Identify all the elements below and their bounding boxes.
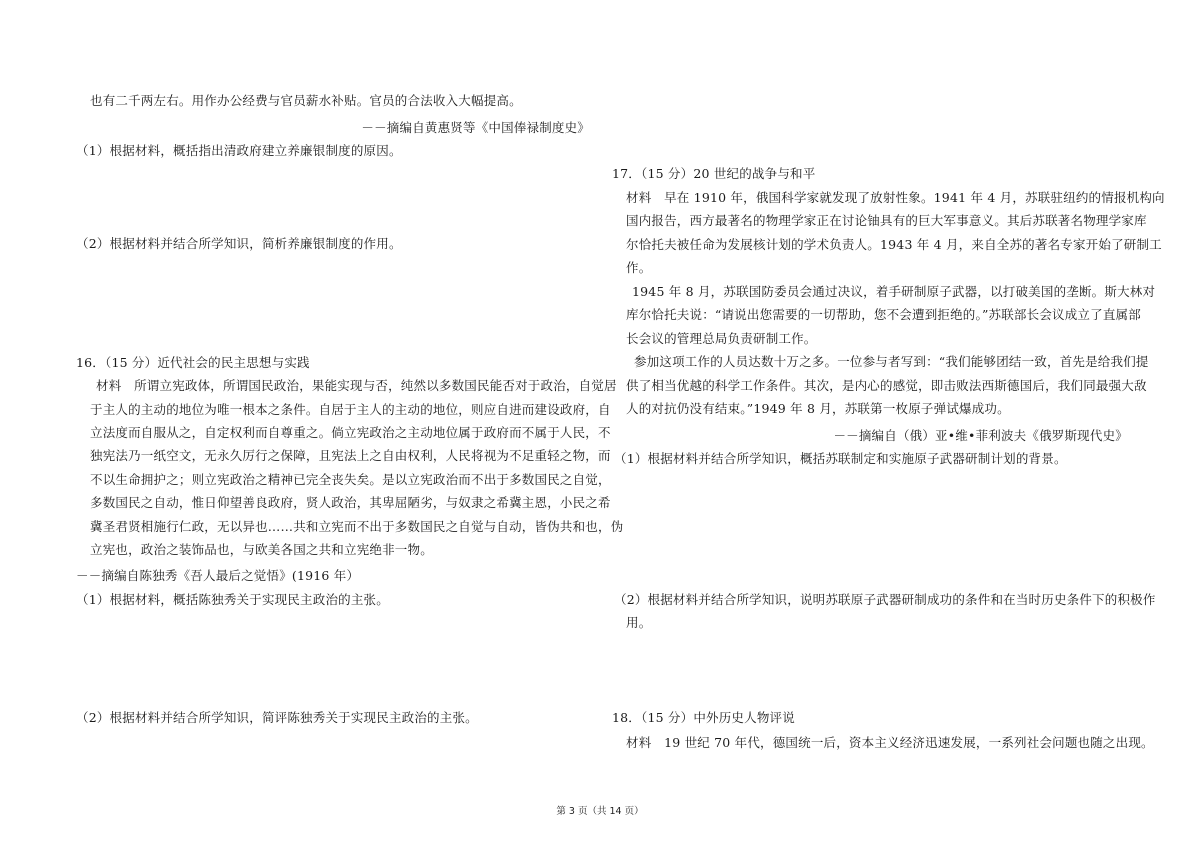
q16-material-line: 立法度而自服从之，自定权利而自尊重之。倘立宪政治之主动地位属于政府而不属于人民，不 — [90, 425, 611, 440]
q17-material-line: 国内报告，西方最著名的物理学家正在讨论铀具有的巨大军事意义。其后苏联著名物理学家库 — [626, 213, 1147, 228]
q17-material-line: 库尔恰托夫说：“请说出您需要的一切帮助，您不会遭到拒绝的。”苏联部长会议成立了直属部 — [626, 307, 1141, 322]
continuation-line: 也有二千两左右。用作办公经费与官员薪水补贴。官员的合法收入大幅提高。 — [90, 93, 522, 108]
q17-sub1: （1）根据材料并结合所学知识，概括苏联制定和实施原子武器研制计划的背景。 — [614, 451, 1067, 466]
q17-material-line: 长会议的管理总局负责研制工作。 — [626, 331, 817, 346]
q16-title: 16．（15 分）近代社会的民主思想与实践 — [76, 355, 310, 370]
page-footer: 第 3 页（共 14 页） — [556, 806, 644, 817]
continuation-source: －－摘编自黄惠贤等《中国俸禄制度史》 — [361, 120, 590, 135]
q18-material-line: 材料 19 世纪 70 年代，德国统一后，资本主义经济迅速发展，一系列社会问题也随之出现。 — [626, 735, 1154, 750]
q15-sub2: （2）根据材料并结合所学知识，简析养廉银制度的作用。 — [76, 236, 402, 251]
q15-sub1: （1）根据材料，概括指出清政府建立养廉银制度的原因。 — [76, 143, 402, 158]
q17-material-line: 参加这项工作的人员达数十万之多。一位参与者写到：“我们能够团结一致，首先是给我们提 — [634, 354, 1149, 369]
q16-source: －－摘编自陈独秀《吾人最后之觉悟》(1916 年） — [76, 568, 360, 583]
q17-material-line: 材料 早在 1910 年，俄国科学家就发现了放射性象。1941 年 4 月，苏联驻纽约的情报机构向 — [626, 190, 1165, 205]
q16-sub1: （1）根据材料，概括陈独秀关于实现民主政治的主张。 — [76, 592, 389, 607]
q17-material-line: 尔恰托夫被任命为发展核计划的学术负责人。1943 年 4 月，来自全苏的著名专家开始了研制工 — [626, 237, 1162, 252]
q16-material-line: 独宪法乃一纸空文，无永久厉行之保障，且宪法上之自由权利，人民将视为不足重轻之物，而 — [90, 448, 611, 463]
q16-material-line: 冀圣君贤相施行仁政，无以异也……共和立宪而不出于多数国民之自觉与自动，皆伪共和也，伪 — [90, 519, 624, 534]
q16-material-line: 于主人的主动的地位为唯一根本之条件。自居于主人的主动的地位，则应自进而建设政府，自 — [90, 402, 611, 417]
q17-title: 17．（15 分）20 世纪的战争与和平 — [612, 166, 816, 181]
q17-material-line: 作。 — [626, 260, 652, 275]
q17-material-line: 1945 年 8 月，苏联国防委员会通过决议，着手研制原子武器，以打破美国的垄断。斯大林对 — [632, 284, 1156, 299]
q17-source: －－摘编自（俄）亚•维•菲利波夫《俄罗斯现代史》 — [833, 428, 1128, 443]
q17-material-line: 人的对抗仍没有结束。”1949 年 8 月，苏联第一枚原子弹试爆成功。 — [626, 401, 1010, 416]
q16-sub2: （2）根据材料并结合所学知识，简评陈独秀关于实现民主政治的主张。 — [76, 710, 478, 725]
q18-title: 18．（15 分）中外历史人物评说 — [612, 710, 795, 725]
q16-material-line: 立宪也，政治之装饰品也，与欧美各国之共和立宪绝非一物。 — [90, 542, 433, 557]
q16-material-line: 材料 所谓立宪政体，所谓国民政治，果能实现与否，纯然以多数国民能否对于政治，自觉居 — [96, 378, 617, 393]
q16-material-line: 不以生命拥护之；则立宪政治之精神已完全丧失矣。是以立宪政治而不出于多数国民之自觉， — [90, 472, 611, 487]
q16-material-line: 多数国民之自动，惟日仰望善良政府，贤人政治，其卑屈陋劣，与奴隶之希冀主恩，小民之希 — [90, 495, 611, 510]
q17-sub2-continued: 用。 — [626, 615, 652, 630]
q17-sub2: （2）根据材料并结合所学知识，说明苏联原子武器研制成功的条件和在当时历史条件下的积极作 — [614, 592, 1156, 607]
q17-material-line: 供了相当优越的科学工作条件。其次，是内心的感觉，即击败法西斯德国后，我们同最强大敌 — [626, 378, 1147, 393]
